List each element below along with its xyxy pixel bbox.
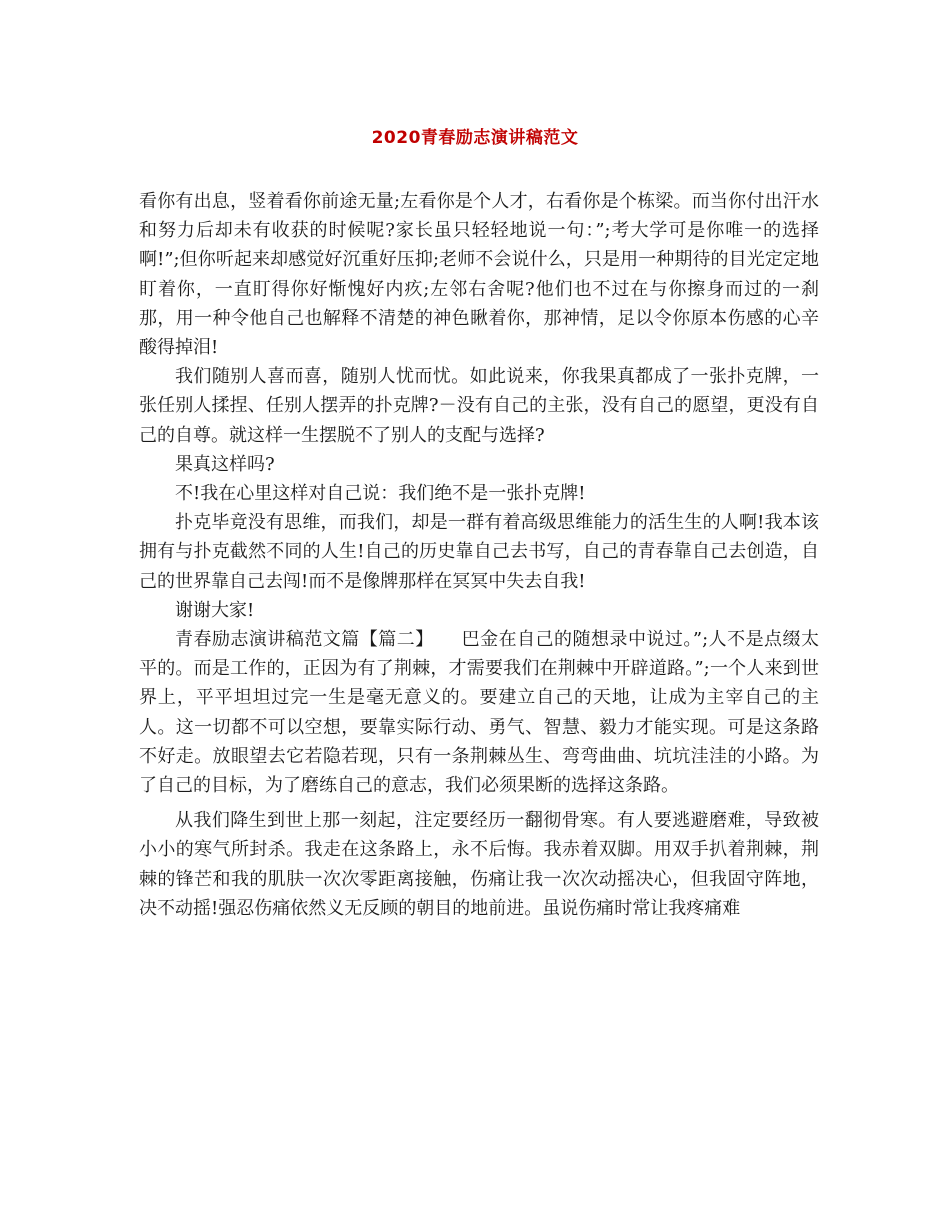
- paragraph: 果真这样吗?: [175, 453, 275, 475]
- paragraph: 从我们降生到世上那一刻起，注定要经历一翻彻骨寒。有人要逃避磨难，导致被小小的寒气所封杀。我走在这条路上，永不后悔。我赤着双脚。用双手扒着荆棘，荆棘的锋芒和我的肌肤一次次零距离接触，伤痛让我一次次动摇决心，但我固守阵地，决不动摇!强忍伤痛依然义无反顾的朝目的地前进。虽说伤痛时常让我疼痛难: [139, 810, 819, 919]
- paragraph: 谢谢大家!: [175, 599, 255, 621]
- paragraph: 青春励志演讲稿范文篇【篇二】 巴金在自己的随想录中说过。”;人不是点缀太平的。而是工作的，正因为有了荆棘，才需要我们在荆棘中开辟道路。”;一个人来到世界上，平平坦坦过完一生是毫无意义的。要建立自己的天地，让成为主宰自己的主人。这一切都不可以空想，要靠实际行动、勇气、智慧、毅力才能实现。可是这条路不好走。放眼望去它若隐若现，只有一条荆棘丛生、弯弯曲曲、坑坑洼洼的小路。为了自己的目标，为了磨练自己的意志，我们必须果断的选择这条路。: [139, 629, 819, 797]
- paragraph: 看你有出息，竖着看你前途无量;左看你是个人才，右看你是个栋梁。而当你付出汗水和努力后却未有收获的时候呢?家长虽只轻轻地说一句：”;考大学可是你唯一的选择啊!”;但你听起来却感觉好沉重好压抑;老师不会说什么，只是用一种期待的目光定定地盯着你，一直盯得你好惭愧好内疚;左邻右舍呢?他们也不过在与你擦身而过的一刹那，用一种令他自己也解释不清楚的神色瞅着你，那神情，足以令你原本伤感的心辛酸得掉泪!: [139, 191, 819, 359]
- paragraph: 我们随别人喜而喜，随别人忧而忧。如此说来，你我果真都成了一张扑克牌，一张任别人揉捏、任别人摆弄的扑克牌?－没有自己的主张，没有自己的愿望，更没有自己的自尊。就这样一生摆脱不了别人的支配与选择?: [139, 366, 819, 446]
- paragraph: 不!我在心里这样对自己说：我们绝不是一张扑克牌!: [175, 483, 586, 505]
- document-title: 2020青春励志演讲稿范文: [371, 128, 579, 148]
- document-body: [139, 187, 819, 923]
- paragraph: 扑克毕竟没有思维，而我们，却是一群有着高级思维能力的活生生的人啊!我本该拥有与扑克截然不同的人生!自己的历史靠自己去书写，自己的青春靠自己去创造，自己的世界靠自己去闯!而不是像牌那样在冥冥中失去自我!: [139, 512, 819, 592]
